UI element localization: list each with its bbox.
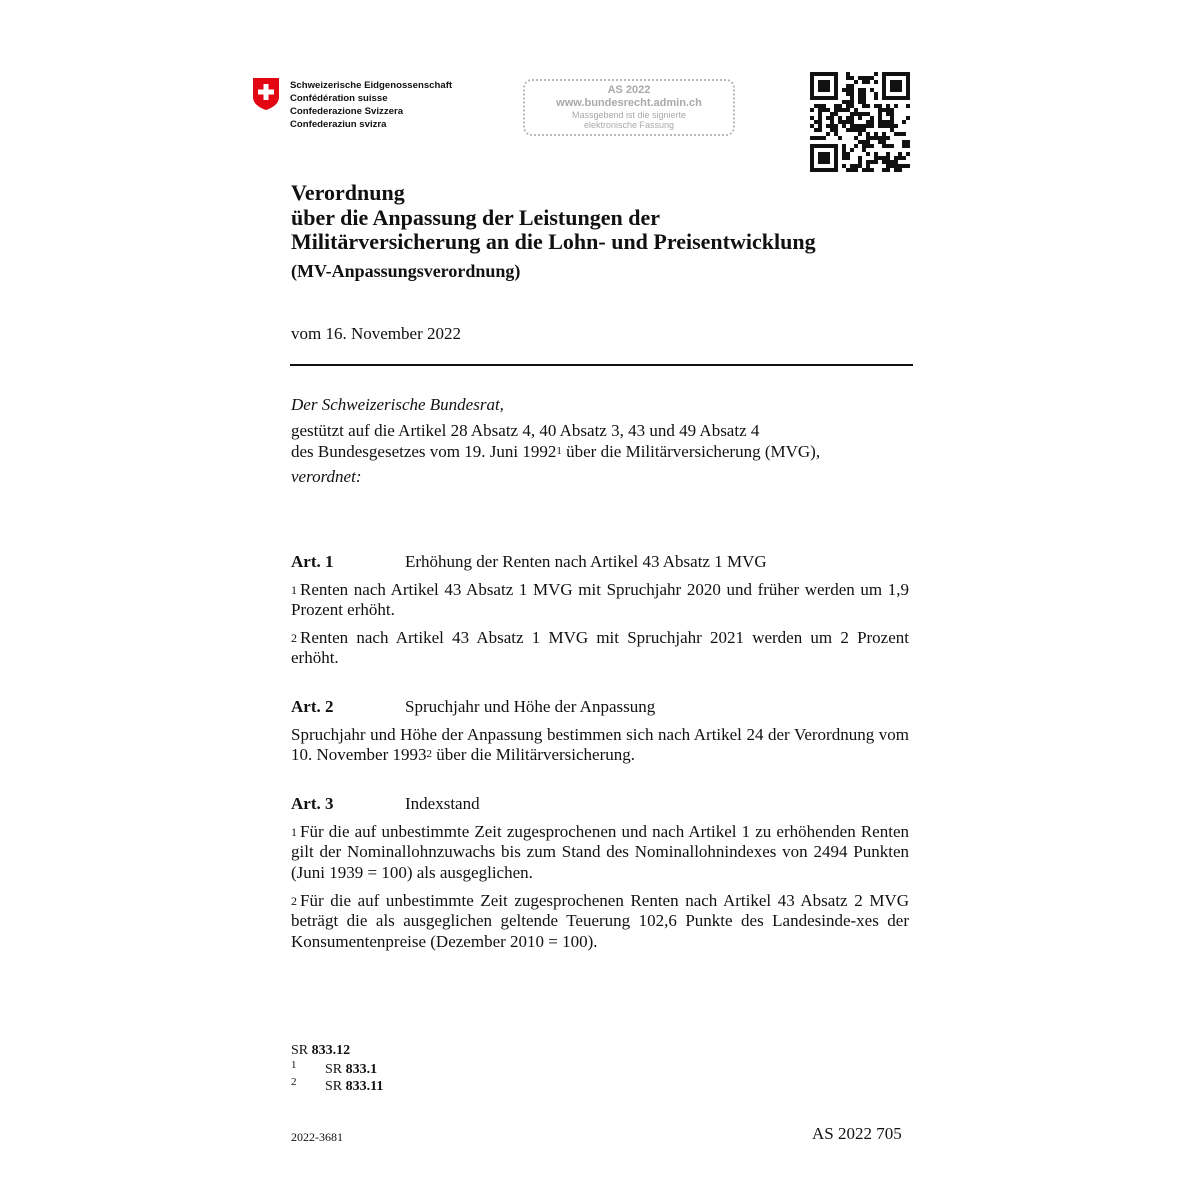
article-1-title: Erhöhung der Renten nach Artikel 43 Absatz 1 MVG: [405, 552, 767, 571]
article-1-paragraph-2: [291, 628, 909, 669]
paragraph-text: Renten nach Artikel 43 Absatz 1 MVG mit Spruchjahr 2020 und früher werden um 1,9 Prozent erhöht.: [291, 580, 909, 620]
stamp-line-1: AS 2022: [607, 84, 651, 96]
sr-number: 833.12: [311, 1043, 351, 1058]
footnote-prefix: SR: [325, 1062, 343, 1077]
ordinance-title: [291, 181, 931, 255]
footnote-prefix: SR: [325, 1079, 343, 1094]
document-id: 2022-3681: [291, 1130, 343, 1144]
paragraph-text: Für die auf unbestimmte Zeit zugesprochenen und nach Artikel 1 zu erhöhenden Renten gilt der Nominallohnzuwachs bis zum Stand des Nominallohnindexes von 2494 Punkten (Juni 1939 = 100) als ausgeglichen.: [291, 822, 909, 882]
confederation-name-it: Confederazione Svizzera: [290, 106, 404, 117]
preamble-legal-basis: [291, 421, 820, 462]
confederation-name-fr: Confédération suisse: [290, 93, 388, 104]
footnote-number: 2: [291, 1076, 297, 1088]
article-3-paragraph-1: [291, 822, 909, 883]
article-3-title: Indexstand: [405, 794, 480, 813]
swiss-flag-logo: [251, 77, 281, 111]
ordinance-short-title: (MV-Anpassungsverordnung): [291, 261, 521, 281]
paragraph-number: 2: [291, 894, 297, 908]
article-1-number: Art. 1: [291, 552, 334, 571]
paragraph-text: Für die auf unbestimmte Zeit zugesprochenen Renten nach Artikel 43 Absatz 2 MVG beträgt die als ausgeglichen geltende Teuerung 102,6 Punkte des Landesinde-xes der Konsumentenpreise (Dezember 2010 = 100).: [291, 891, 909, 951]
title-line-1: Verordnung: [291, 180, 405, 205]
footnote-number: 1: [291, 1059, 297, 1071]
preamble-authority: Der Schweizerische Bundesrat,: [291, 395, 504, 414]
preamble-basis-line-2: [291, 442, 820, 463]
title-line-3: Militärversicherung an die Lohn- und Preisentwicklung: [291, 229, 816, 254]
article-2-number: Art. 2: [291, 697, 334, 716]
footnote-ref: 833.11: [345, 1079, 384, 1094]
preamble-decree: verordnet:: [291, 467, 362, 486]
title-divider: [290, 364, 913, 366]
paragraph-number: 1: [291, 825, 297, 839]
footnote-ref: 833.1: [345, 1062, 378, 1077]
confederation-names: [290, 79, 452, 131]
paragraph-number: 2: [291, 631, 297, 645]
paragraph-number: 1: [291, 583, 297, 597]
sr-prefix: SR: [291, 1043, 309, 1058]
confederation-name-rm: Confederaziun svizra: [290, 119, 387, 130]
footnote-ref-2[interactable]: 2: [426, 748, 433, 761]
article-3-paragraph-2: [291, 891, 909, 952]
sr-reference: [291, 1043, 350, 1059]
basis-text: des Bundesgesetzes vom 19. Juni 1992: [291, 441, 557, 461]
ordinance-date: vom 16. November 2022: [291, 324, 461, 343]
paragraph-text: Spruchjahr und Höhe der Anpassung bestimmen sich nach Artikel 24 der Verordnung vom 10. November 1993: [291, 725, 909, 765]
paragraph-text-end: über die Militärversicherung.: [432, 745, 636, 765]
article-2-text: [291, 725, 909, 766]
stamp-line-4: elektronische Fassung: [583, 120, 675, 130]
preamble-basis-line-1: gestützt auf die Artikel 28 Absatz 4, 40 Absatz 3, 43 und 49 Absatz 4: [291, 421, 760, 440]
footnote-2: [291, 1076, 431, 1097]
qr-code-icon: [810, 72, 910, 172]
page-reference: AS 2022 705: [812, 1124, 902, 1143]
basis-text-end: über die Militärversicherung (MVG),: [561, 441, 821, 461]
article-3-number: Art. 3: [291, 794, 334, 813]
confederation-name-de: Schweizerische Eidgenossenschaft: [290, 80, 453, 91]
stamp-line-3: Massgebend ist die signierte: [571, 110, 687, 120]
footnote-1: [291, 1059, 431, 1080]
title-line-2: über die Anpassung der Leistungen der: [291, 204, 660, 230]
article-2-title: Spruchjahr und Höhe der Anpassung: [405, 697, 656, 716]
stamp-url[interactable]: www.bundesrecht.admin.ch: [556, 97, 702, 109]
official-publication-stamp: [523, 79, 735, 136]
footnote-ref-1[interactable]: 1: [556, 444, 562, 457]
article-1-paragraph-1: [291, 580, 909, 621]
paragraph-text: Renten nach Artikel 43 Absatz 1 MVG mit Spruchjahr 2021 werden um 2 Prozent erhöht.: [291, 628, 909, 668]
